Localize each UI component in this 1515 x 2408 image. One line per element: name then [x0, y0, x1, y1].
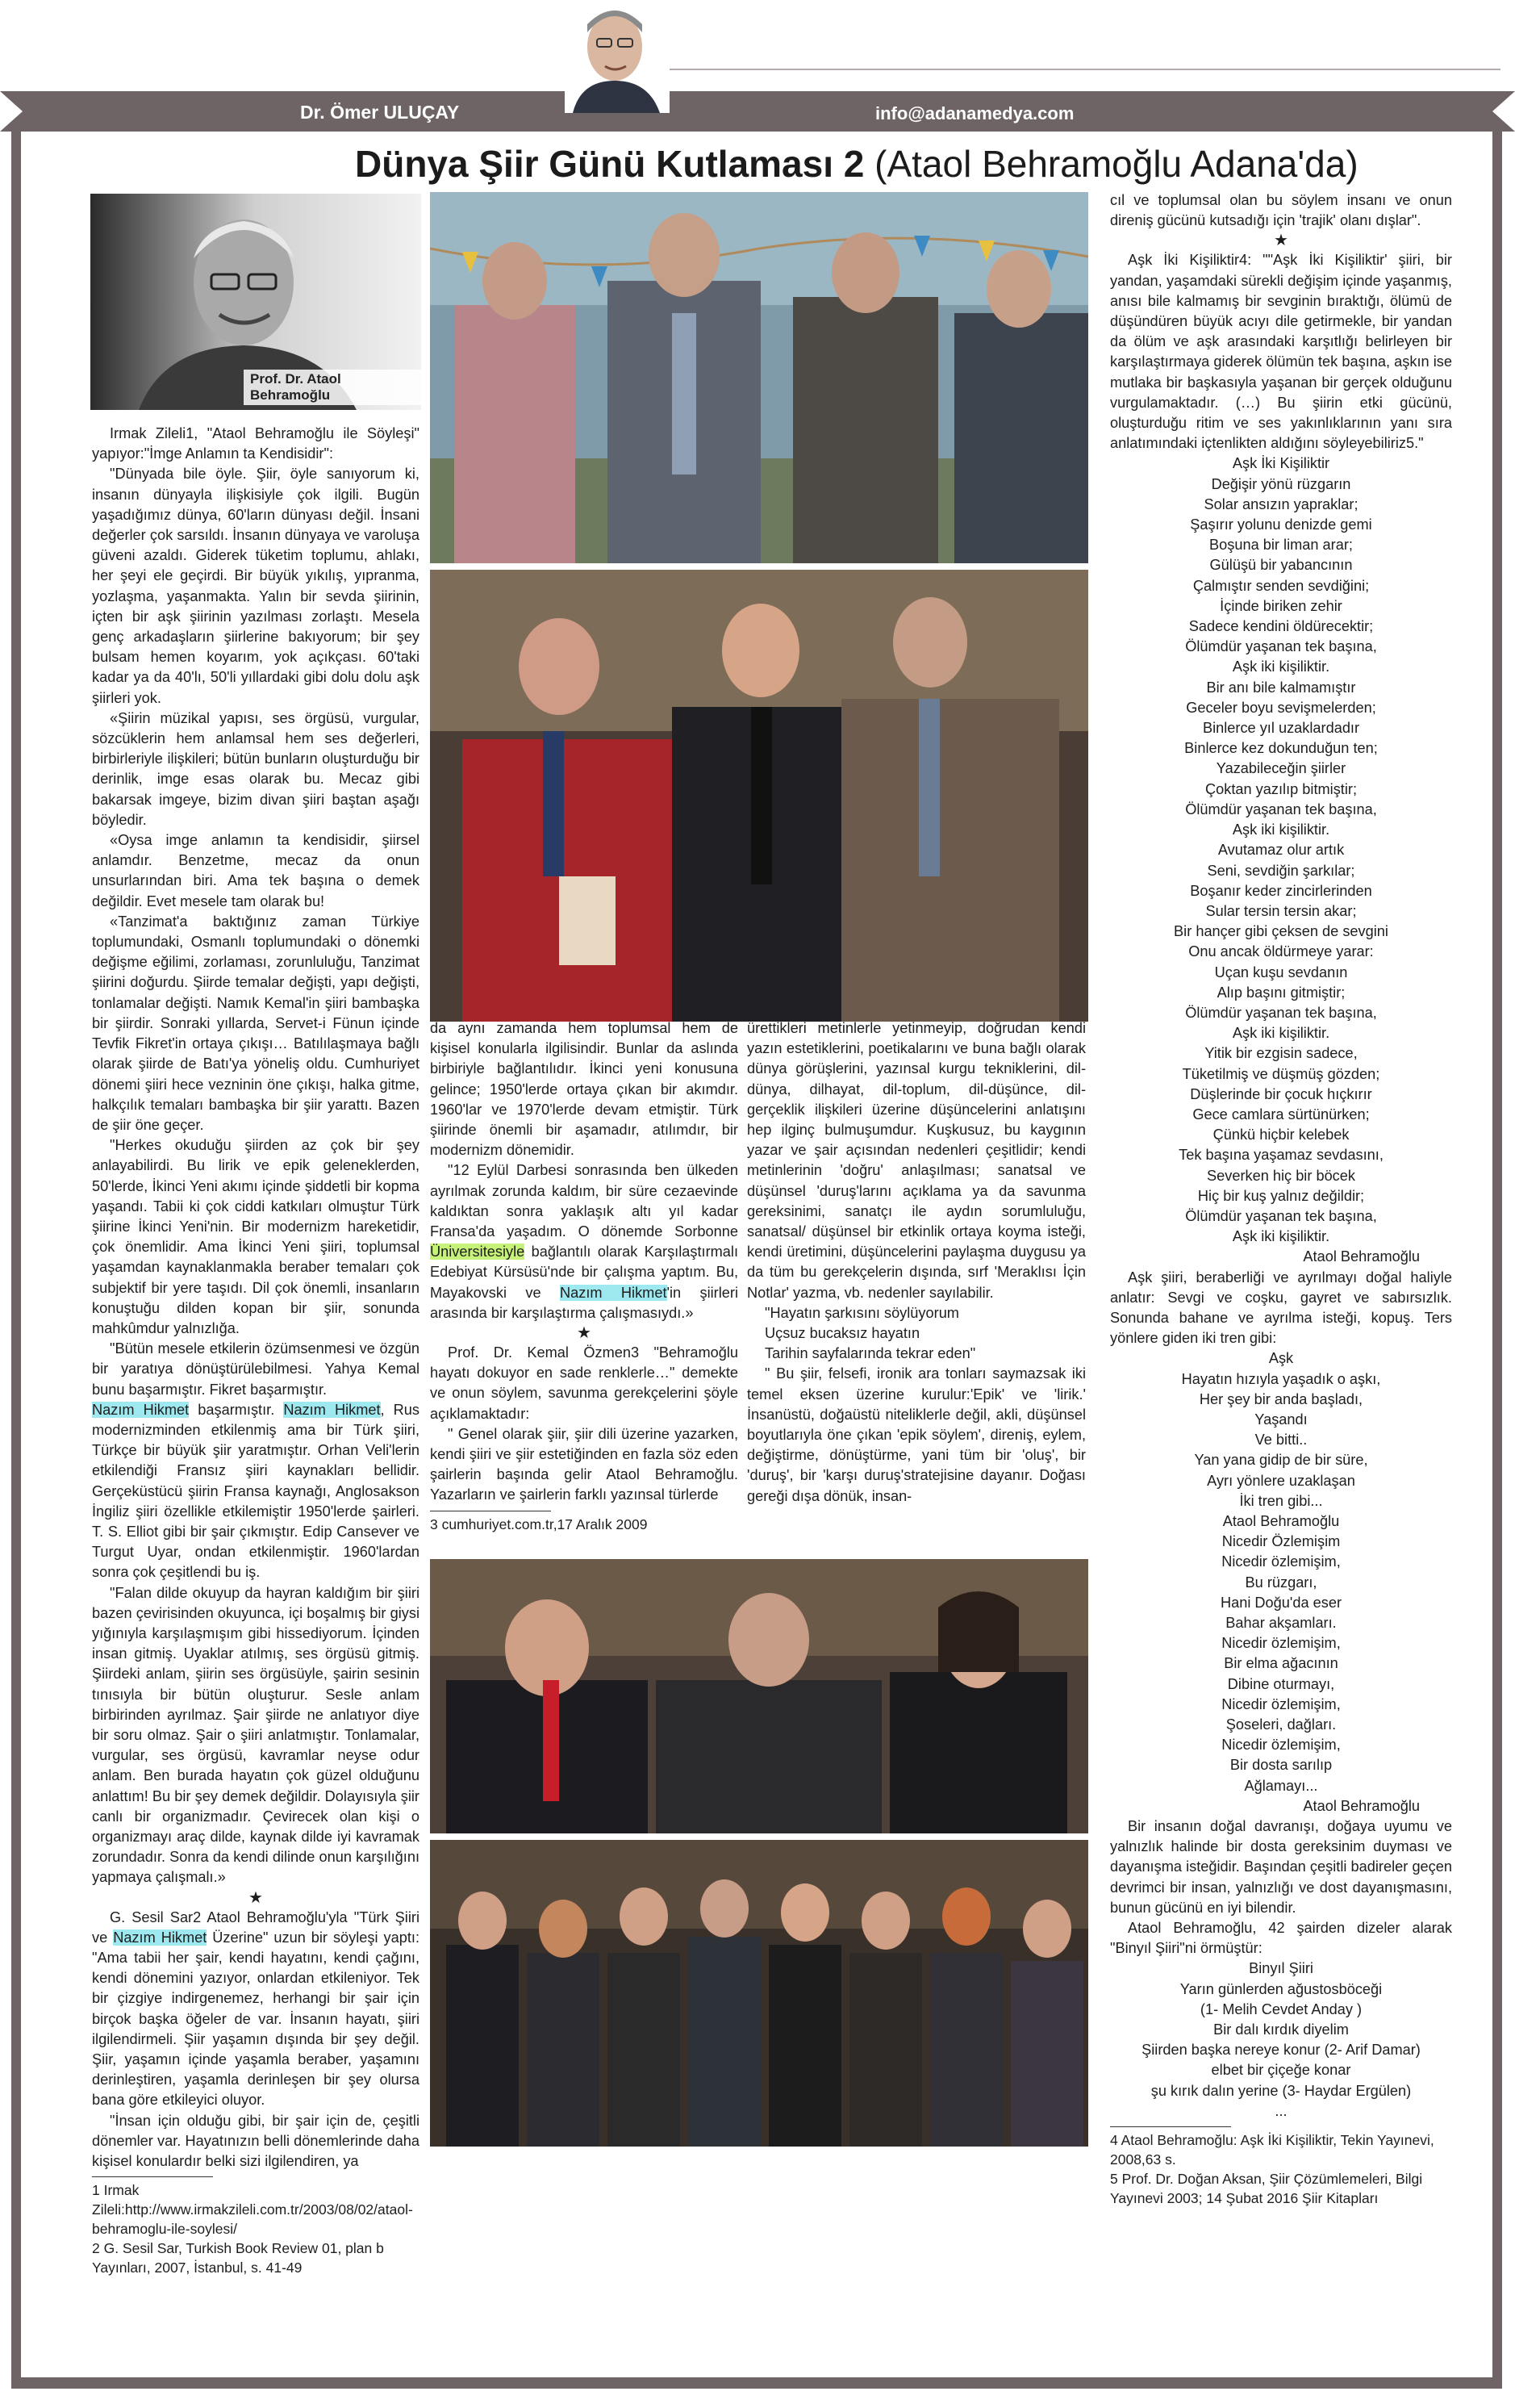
footnote-rule [1110, 2126, 1231, 2127]
highlight-nazim-hikmet: Nazım Hikmet [113, 1929, 207, 1946]
poem-line: Gülüşü bir yabancının [1209, 557, 1353, 574]
section-star: ★ [1274, 232, 1288, 250]
poem-signature: Ataol Behramoğlu [1303, 1248, 1420, 1265]
col4-paragraph: Aşk şiiri, beraberliği ve ayrılmayı doğal haliyle anlatır: Sevgi ve coşku, gayret ve sabırsızlık. Sonunda bahane ve ayrılma isteği, kopuş. Ters yönlere giden iki tren gibi: [1110, 1269, 1452, 1347]
footnote-5: 5 Prof. Dr. Doğan Aksan, Şiir Çözümlemeleri, Bilgi Yayınevi 2003; 14 Şubat 2016 Şiir Kitapları [1110, 2171, 1423, 2207]
author-email[interactable]: info@adanamedya.com [875, 103, 1075, 123]
col1-paragraph: "Dünyada bile öyle. Şiir, öyle sanıyorum ki, insanın dünyayla ilişkisiyle çok ilgili. Bugün yaşadığımız dünya, 60'ların dünyası değil. İnsani değerler çok sarsıldı. İnsanın dünyaya ve varoluşa güveni azaldı. Giderek tüketim toplumu, ahlakı, her şeyi ele geçirdi. Bir büyük yıkılış, yıpranma, yozlaşma, yaşanmakta. Yalın bir sevda şiirinin, içten bir aşk şiirinin yazılması zorlaştı. Mesela genç arkadaşların şiirlerine bakıyorum; bir şey bulsam hemen koyarım, yok açıkçası. 60'taki kadar ya da 40'lı, 50'li yıllardaki gibi dolu dolu aşk şiirleri yok. [92, 466, 419, 706]
col1-paragraph: «Oysa imge anlamın ta kendisidir, şiirsel anlamdır. Benzetme, mecaz da onun unsurlarından biri. Ama tek başına o demek değildir. Evet mesele tam olarak bu! [92, 832, 419, 909]
poem-line: Bahar akşamları. [1225, 1615, 1337, 1632]
footnote-4: 4 Ataol Behramoğlu: Aşk İki Kişiliktir, Tekin Yayınevi, 2008,63 s. [1110, 2132, 1434, 2168]
poem-line: Solar ansızın yapraklar; [1204, 495, 1358, 512]
col3-verse-line: Tarihin sayfalarında tekrar eden" [765, 1345, 976, 1362]
title-main: Dünya Şiir Günü Kutlaması 2 [355, 143, 865, 185]
group-photo-indoor-image [430, 570, 1088, 1022]
poem-line: Hayatın hızıyla yaşadık o aşkı, [1181, 1370, 1381, 1387]
poem-signature: Ataol Behramoğlu [1303, 1797, 1420, 1814]
poem-line: Bir elma ağacının [1224, 1655, 1338, 1672]
poem-line: Hiç bir kuş yalnız değildir; [1197, 1187, 1365, 1204]
poem-binyil-siiri [1110, 1959, 1452, 2122]
poem-line: Bir hançer gibi çeksen de sevgini [1174, 923, 1388, 940]
poem-line: Çoktan yazılıp bitmiştir; [1205, 780, 1357, 797]
poem-line: Şaşırır yolunu denizde gemi [1190, 516, 1372, 533]
poem-line: Binlerce yıl uzaklardadır [1202, 720, 1360, 737]
inline-text: G. Sesil Sar2 Ataol Behramoğlu'yla "Türk Şiiri ve [92, 1908, 419, 1946]
inline-text: Üzerine" uzun bir söyleşi yaptı: "Ama tabii her şair, kendi hayatını, kendi çağını, kendi dönemini yazıyor, onlardan etkileniyor. Tek bir çizgiye indirgenemez, herhangi bir şair için birçok başka öğeler de var. İnsanın hayatı, şiiri ilgilendirmeli. Şiir yaşamın dışında bir şey değil. Şiir, yaşamın içinde yaşamla beraber, yaşamını derinleştiren, yaşamla derinleşen bir şey olursa bana göre etkileyici oluyor. [92, 1929, 420, 2109]
col3-verse-line: "Hayatın şarkısını söylüyorum [765, 1304, 959, 1321]
col3-verse-line: Uçsuz bucaksız hayatın [765, 1325, 920, 1342]
poem-line: Çünkü hiçbir kelebek [1212, 1127, 1350, 1143]
poem-line: Ölümdür yaşanan tek başına, [1185, 638, 1377, 655]
footnote-rule [92, 2176, 213, 2177]
poem-line: Alıp başını gitmiştir; [1217, 984, 1346, 1001]
poem-line: Bir dosta sarılıp [1229, 1757, 1333, 1774]
col1-paragraph: "Falan dilde okuyup da hayran kaldığım bir şiiri bazen çevirisinden okuyunca, içi boşalmış bir giysi yığınıyla karşılaşmışım gibi hissediyorum. İçinden insan gitmiş. Uyaklar atılmış, ses örgüsü gitmiş. Şiirdeki anlam, şiirin ses örgüsüyle, şairin sesinin tınısıyla bir bütün oluşturur. Sesle anlam birbirinden ayrılmaz. Şair şiirde ne anlatıyor diye bir soru olmaz. Şair o şiiri anlatmıştır. Tonlamalar, vurgular, ses örgüsü, kavramlar neyse odur anlam. Ben burada hayatın çok güzel olduğunu anlattım! Bu bir şey demek değildir. Dolayısıyla şiir canlı bir organizmadır. Çevirecek olan kişi o organizmayı araç dilde, kaynak dilde iyi kavramak zorundadır. Sonra da kendi dilinde onun karşılığını yapmaya çalışmalı.» [92, 1584, 419, 1886]
col2-paragraph: " Genel olarak şiir, şiir dili üzerine yazarken, kendi şiiri ve şiir estetiğinden en fazla söz eden şairlerin başında gelir Ataol Behramoğlu. Yazarların ve şairlerin farklı yazınsal türlerde [430, 1425, 738, 1503]
poem-line: Ölümdür yaşanan tek başına, [1185, 1004, 1377, 1021]
inline-text: başarmıştır. [189, 1401, 284, 1418]
page-title [355, 142, 1358, 186]
col1-paragraph [92, 1908, 419, 2111]
col1-paragraph: "İnsan için olduğu gibi, bir şair için de, çeşitli dönemler var. Hayatınızın belli dönemlerinde daha kişisel konulardır belki sizi ilgilendiren, ya [92, 2112, 419, 2170]
poem-line: Değişir yönü rüzgarın [1211, 475, 1351, 492]
group-photo-trio-image [430, 1559, 1088, 1833]
col3-paragraph: " Bu şiir, felsefi, ironik ara tonları saymazsak iki temel eksen üzerine kurulur:'Epik' ve 'lirik.' İnsanüstü, doğaüstü niteliklerle değil, akli, düşünsel boyutlarıyla öne çıkan 'epik söylem', direniş, eylem, değiştirme, dönüştürme, yani tüm bir 'oluş', bir 'duruş', bir 'karşı duruş'stratejisine dayanır. Doğası gereği dışa dönük, insan- [747, 1365, 1086, 1504]
poem-line: Aşk iki kişiliktir. [1232, 658, 1330, 675]
col1-paragraph: Irmak Zileli1, "Ataol Behramoğlu ile Söyleşi" yapıyor:"İmge Anlamın ta Kendisidir": [92, 425, 419, 462]
poem-line: Şiirden başka nereye konur (2- Arif Damar) [1141, 2042, 1421, 2059]
poem-line: Dibine oturmayı, [1227, 1675, 1335, 1692]
poem-line: İçinde biriken zehir [1220, 597, 1342, 614]
author-name: Dr. Ömer ULUÇAY [300, 102, 460, 123]
section-star: ★ [577, 1324, 591, 1343]
col2-paragraph [430, 1160, 738, 1323]
poem-line: Nicedir özlemişim, [1221, 1695, 1341, 1712]
poem-line: Yarın günlerden ağustosböceği [1179, 1980, 1383, 1997]
poem-line: Hani Doğu'da eser [1220, 1594, 1342, 1611]
col3-paragraph: ürettikleri metinlerle yetinmeyip, doğrudan kendi yazın estetiklerini, poetikalarını ve buna bağlı olarak dünya görüşlerini, yazınsal kurgu tekniklerini, dil-dünya, dilhayat, dil-toplum, dil-düşünce, dil-gerçeklik ilişkileri üzerine düşüncelerini anlatışını hep ilginç bulmuşumdur. Kuşkusuz, bu kaygının yazar ve şair açısından nedenleri çeşitlidir; kendi metinlerinin 'doğru' anlaşılması; sanatsal ve düşünsel 'duruş'larını açıklama ya da savunma gereksinimi, sanatçı ile aydın sorumluluğu, sanatsal/ düşünsel bir etkinlik ortaya koyma isteği, kendi üretimini, düşüncelerini paylaşma duygusu ya da tüm bu gerekçelerin dışında, sırf 'Meraklısı İçin Notlar' yazma, vb. nedenler sayılabilir. [747, 1020, 1086, 1301]
col4-paragraph: cıl ve toplumsal olan bu söylem insanı ve onun direniş gücünü kutsadığı için 'trajik' olanı dışlar". [1110, 192, 1452, 229]
poem-line: Sadece kendini öldürecektir; [1188, 618, 1374, 635]
section-star: ★ [248, 1888, 263, 1907]
poem-line: Ve bitti.. [1254, 1432, 1308, 1449]
group-photo-trio [430, 1559, 1088, 1833]
poem-line: Ölümdür yaşanan tek başına, [1185, 801, 1377, 817]
poem-line: Aşk İki Kişiliktir [1232, 455, 1330, 472]
header-band [0, 91, 1515, 132]
highlight-universite: Üniversitesiyle [430, 1244, 525, 1260]
poem-line: Uçan kuşu sevdanın [1214, 964, 1348, 980]
col4-paragraph: Ataol Behramoğlu, 42 şairden dizeler alarak "Binyıl Şiiri"ni örmüştür: [1110, 1920, 1452, 1957]
poem-line: Nicedir özlemişim, [1221, 1737, 1341, 1754]
group-photo-indoor [430, 570, 1088, 1022]
poem-line: Aşk iki kişiliktir. [1232, 821, 1330, 838]
title-sub: (Ataol Behramoğlu Adana'da) [864, 143, 1358, 185]
poem-line: Çalmıştır senden sevdiğini; [1192, 577, 1370, 594]
poem-line: Bir dalı kırdık diyelim [1213, 2021, 1349, 2038]
col2-paragraph: da aynı zamanda hem toplumsal hem de kişisel konularla ilgilisindir. Bunlar da aslında birbiriyle bağlantılıdır. İkinci yeni konusuna gelince; 1950'lerde ortaya çıkan bir akımdır. 1960'lar ve 1970'lerde devam etmiştir. Türk şiirinde önemli bir aşamadır, atılımdır, bir modernizm dönemidir. [430, 1020, 738, 1159]
col1-paragraph [92, 1400, 419, 1583]
highlight-nazim-hikmet: Nazım Hikmet [283, 1401, 381, 1418]
poem-line: Tüketilmiş ve düşmüş gözden; [1182, 1065, 1380, 1082]
inline-text: bağlantılı olarak Karşılaştırmalı Edebiyat Kürsüsü'nde bir çalışma yaptım. Bu, Mayakovski ve [430, 1244, 738, 1301]
group-photo-eight [430, 1840, 1088, 2147]
col1-paragraph: «Tanzimat'a baktığınız zaman Türkiye toplumundaki, Osmanlı toplumundaki o dönemki değişme eğilimi, zorlaması, zorunluluğu, Tanzimat şiirini doğurdu. Şiirde temalar değişti, yapı değişti, tonlamalar değişti. Namık Kemal'in şiiri bambaşka bir şiirdir. Sonraki yıllarda, Servet-i Fünun içinde Tevfik Fikret'in ortaya çıkışı… Batılılaşmaya bağlı olarak şiirde de Batı'ya yöneliş oldu. Cumhuriyet dönemi şiiri hece vezninin öne çıkışı, halka gitme, halkçılık temaları bambaşka bir şiir yarattı. Bazen de şiir öne geçer. [92, 913, 419, 1133]
poem-line: Bu rüzgarı, [1245, 1574, 1317, 1591]
inline-text: 'in şiirleri arasında bir karşılaştırma çalışmasıydı.» [430, 1284, 738, 1321]
group-photo-garden-image [430, 192, 1088, 563]
poem-line: Boşanır keder zincirlerinden [1190, 882, 1372, 899]
poem-line: Boşuna bir liman arar; [1209, 537, 1353, 554]
poem-line: Düşlerinde bir çocuk hıçkırır [1190, 1085, 1372, 1102]
highlight-nazim-hikmet: Nazım Hikmet [559, 1284, 667, 1301]
poem-ask-iki-kisiliktir [1110, 454, 1452, 1247]
poem-line: (1- Melih Cevdet Anday ) [1200, 2000, 1363, 2017]
inline-text: , Rus modernizminden etkilenmiş ama bir Türk şiiri, Türkçe bir büyük şiir yaratmıştır. Orhan Veli'lerin etkilendiği Fransız şiiri kaynakları bellidir. Gerçeküstücü şiirin Fransa kaynağı, Anglosakson İngiliz şiiri özellikle etkilemiştir 1950'lerde şairleri. T. S. Elliot gibi bir şair çıkmıştır. Edip Cansever ve Turgut Uyar, ondan etkilenmiştir. 1960'lardan sonra çok çeşitlendi bu iş. [92, 1401, 420, 1581]
footnote-1: 1 Irmak Zileli:http://www.irmakzileli.com.tr/2003/08/02/ataol-behramoglu-ile-soylesi/ [92, 2182, 413, 2238]
col1-paragraph: "Bütün mesele etkilerin özümsenmesi ve özgün bir yaratıya dönüştürülebilmesi. Yahya Kemal bunu başarmıştır. Fikret başarmıştır. [92, 1340, 419, 1398]
poem-line: Avutamaz olur artık [1217, 842, 1345, 859]
poem-line: Her şey bir anda başladı, [1199, 1390, 1363, 1407]
poem-line: elbet bir çiçeğe konar [1211, 2062, 1351, 2079]
inline-text: "12 Eylül Darbesi sonrasında ben ülkeden ayrılmak zorunda kaldım, bir süre cezaevinde kaldıktan sonra yaklaşık altı yıl kadar Fransa'da yaşadım. O dönemde Sorbonne [430, 1162, 738, 1240]
poem-line: Binyıl Şiiri [1249, 1960, 1313, 1977]
column-1 [92, 424, 419, 2277]
poem-line: Gece camlara sürtünürken; [1192, 1106, 1370, 1122]
poem-line: Ağlamayı... [1244, 1777, 1318, 1794]
poem-line: Severken hiç bir böcek [1207, 1167, 1355, 1184]
poem-line: Onu ancak öldürmeye yarar: [1188, 943, 1374, 960]
column-4 [1110, 190, 1452, 2208]
column-3 [747, 1018, 1086, 1507]
columnist-portrait [565, 0, 670, 113]
column-2 [430, 1018, 738, 1534]
poem-line: Geceler boyu sevişmelerden; [1186, 699, 1376, 716]
header-rule [589, 69, 1500, 70]
col4-paragraph: Bir insanın doğal davranışı, doğaya uyumu ve yalnızlık halinde bir dosta gereksinim duyması ve dayanışma isteğidir. Başından çeşitli badireler geçen devrimci bir insan, yalnızlığı ve dost dayanışmasını, bunun gücünü en iyi bilendir. [1110, 1818, 1452, 1916]
poem-line: Yan yana gidip de bir süre, [1194, 1452, 1368, 1469]
col2-paragraph: Prof. Dr. Kemal Özmen3 "Behramoğlu hayatı dokuyor en sade renklerle…" demekte ve onun söylem, savunma gerekçelerini şöyle açıklamaktadır: [430, 1344, 738, 1422]
group-photo-garden [430, 192, 1088, 563]
col4-paragraph: Aşk İki Kişiliktir4: ""Aşk İki Kişiliktir' şiiri, bir yandan, yaşamdaki sürekli değişim içinde yaşanmış, anısı bile kalmamış bir sevginin bıraktığı, ölümü de düşündüren büyük acıyı dile getirmekle, bir yandan da ölüm ve aşk arasındaki karşıtlığı belirleyen bir karşılaştırmaya giderek ölümün tek başına, aşkın ise mutlaka bir başkasıyla yaşanan bir gerçek olduğunu vurgulamaktadır. (…) Bu şiirin etki gücünü, oluşturduğu ritim ve ses yakınlıklarının yanı sıra anlatımındaki içtenlikten aldığını söyleyebiliriz5." [1110, 252, 1452, 452]
poem-line: Nicedir özlemişim, [1221, 1553, 1341, 1570]
poem-line: Binlerce kez dokunduğun ten; [1184, 740, 1378, 757]
poem-line: Ataol Behramoğlu [1222, 1513, 1340, 1529]
poem-line: Yazabileceğin şiirler [1216, 760, 1346, 777]
poem-line: Nicedir Özlemişim [1221, 1533, 1341, 1550]
group-photo-eight-image [430, 1840, 1088, 2147]
poem-line: Seni, sevdiğin şarkılar; [1207, 862, 1355, 879]
poem-ask-and-nicedir-ozlemisim [1110, 1348, 1452, 1796]
poem-line: şu kırık dalın yerine (3- Haydar Ergülen) [1150, 2082, 1412, 2099]
poem-line: Ölümdür yaşanan tek başına, [1185, 1207, 1377, 1224]
poem-line: Aşk iki kişiliktir. [1232, 1025, 1330, 1042]
footnote-2: 2 G. Sesil Sar, Turkish Book Review 01, plan b Yayınları, 2007, İstanbul, s. 41-49 [92, 2240, 384, 2276]
highlight-nazim-hikmet: Nazım Hikmet [92, 1401, 190, 1418]
poem-line: Aşk [1268, 1350, 1294, 1367]
poem-line: Şoseleri, dağları. [1225, 1716, 1337, 1733]
col1-paragraph: «Şiirin müzikal yapısı, ses örgüsü, vurgular, sözcüklerin hem anlamsal hem ses değerleri, birbirleriyle ilişkileri; bütün bunların oluşturduğu bir derinlik, imge esas olarak bu. Mecaz gibi bakarsak imgeye, bizim divan şiiri baştan aşağı böyledir. [92, 709, 419, 828]
poem-line: Ayrı yönlere uzaklaşan [1207, 1472, 1355, 1489]
poem-line: Bir anı bile kalmamıştır [1206, 679, 1356, 696]
poem-line: Tek başına yaşamaz sevdasını, [1179, 1147, 1384, 1164]
poem-line: Yaşandı [1254, 1411, 1308, 1428]
poem-line: İki tren gibi... [1239, 1492, 1323, 1509]
poem-line: ... [1275, 2102, 1288, 2119]
portrait-photo [90, 194, 421, 410]
poem-line: Yitik bir ezgisin sadece, [1204, 1045, 1358, 1062]
poem-line: Aşk iki kişiliktir. [1232, 1228, 1330, 1245]
footnote-3: 3 cumhuriyet.com.tr,17 Aralık 2009 [430, 1515, 648, 1532]
photo-caption: Prof. Dr. Ataol Behramoğlu [244, 370, 421, 405]
poem-line: Sular tersin tersin akar; [1205, 902, 1357, 919]
col1-paragraph: "Herkes okuduğu şiirden az çok bir şey anlayabilirdi. Bu lirik ve epik geleneklerden, 50'lerde, İkinci Yeni akımı içinde şiddetli bir kopma yaşandı. Tabii ki çok ciddi katkıları olmuştur Türk şiirine İkinci Yeni'nin. Bir modernizm hareketidir, çok önemlidir. Ama İkinci Yeni şiiri, toplumsal yaşamdan kaynaklanmakla beraber temaları çok subjektif bir yere taşıdı. Dil çok önemli, insanların konuştuğu dilden kopan bir şiir, sonunda mahkûmdur yalnızlığa. [92, 1137, 419, 1336]
poem-line: Nicedir özlemişim, [1221, 1635, 1341, 1652]
